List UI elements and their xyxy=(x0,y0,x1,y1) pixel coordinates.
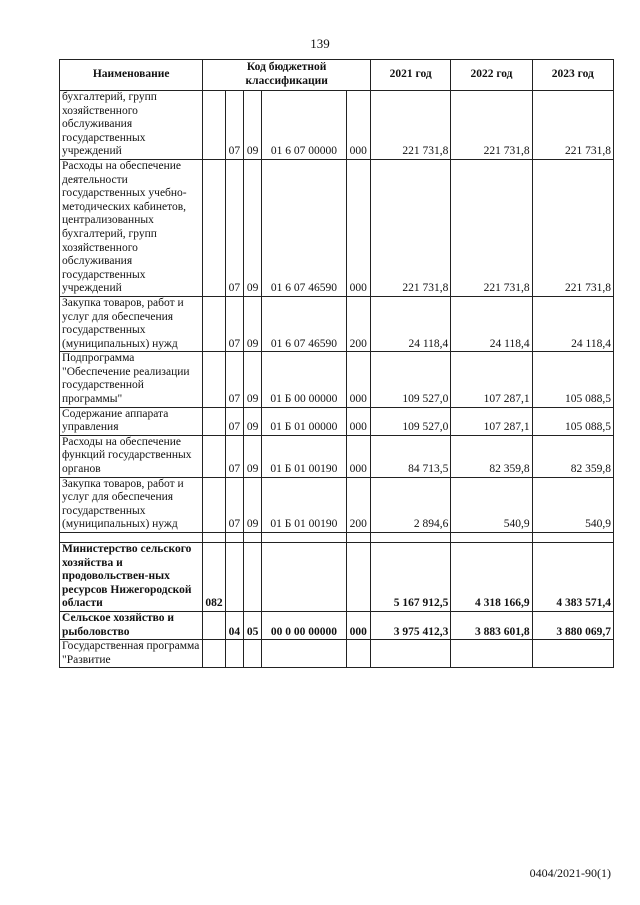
row-code-section xyxy=(225,640,243,668)
row-code-target: 00 0 00 00000 xyxy=(262,611,346,639)
row-code-target: 01 Б 01 00000 xyxy=(262,407,346,435)
table-row-section-total xyxy=(60,611,614,639)
row-code-subsection: 09 xyxy=(243,407,261,435)
row-value-2023: 3 880 069,7 xyxy=(532,611,613,639)
row-code-ministry xyxy=(203,91,225,160)
row-value-2022: 107 287,1 xyxy=(451,352,532,407)
row-value-2022: 107 287,1 xyxy=(451,407,532,435)
document-code-footer: 0404/2021-90(1) xyxy=(529,866,611,880)
row-name: Государственная программа "Развитие xyxy=(60,640,203,668)
header-code: Код бюджетной классификации xyxy=(203,60,371,91)
table-row xyxy=(60,159,614,296)
row-value-2023: 221 731,8 xyxy=(532,159,613,296)
row-code-ministry xyxy=(203,159,225,296)
row-code-ministry xyxy=(203,352,225,407)
row-code-target xyxy=(262,640,346,668)
row-code-expense-type: 000 xyxy=(346,352,370,407)
row-value-2022 xyxy=(451,640,532,668)
row-value-2022: 540,9 xyxy=(451,477,532,532)
row-code-expense-type xyxy=(346,543,370,612)
row-value-2021: 109 527,0 xyxy=(371,352,451,407)
row-value-2021: 221 731,8 xyxy=(371,159,451,296)
header-2021: 2021 год xyxy=(371,60,451,91)
row-code-section: 07 xyxy=(225,296,243,351)
row-code-subsection: 09 xyxy=(243,352,261,407)
row-code-expense-type: 000 xyxy=(346,407,370,435)
row-value-2023: 221 731,8 xyxy=(532,91,613,160)
row-code-ministry xyxy=(203,435,225,477)
row-code-expense-type: 000 xyxy=(346,435,370,477)
row-code-section: 07 xyxy=(225,159,243,296)
row-code-subsection: 09 xyxy=(243,159,261,296)
budget-table xyxy=(59,59,614,668)
row-code-section: 07 xyxy=(225,352,243,407)
row-code-ministry xyxy=(203,611,225,639)
row-code-ministry: 082 xyxy=(203,543,225,612)
row-code-expense-type xyxy=(346,640,370,668)
row-value-2021: 5 167 912,5 xyxy=(371,543,451,612)
row-value-2021: 109 527,0 xyxy=(371,407,451,435)
row-code-expense-type: 200 xyxy=(346,296,370,351)
row-code-target: 01 Б 01 00190 xyxy=(262,435,346,477)
row-value-2023: 540,9 xyxy=(532,477,613,532)
row-value-2023: 24 118,4 xyxy=(532,296,613,351)
table-row xyxy=(60,477,614,532)
row-code-subsection: 09 xyxy=(243,296,261,351)
row-code-ministry xyxy=(203,640,225,668)
row-code-subsection xyxy=(243,543,261,612)
row-code-target: 01 6 07 46590 xyxy=(262,296,346,351)
row-value-2021: 24 118,4 xyxy=(371,296,451,351)
row-value-2022: 24 118,4 xyxy=(451,296,532,351)
row-code-subsection: 05 xyxy=(243,611,261,639)
row-value-2022: 221 731,8 xyxy=(451,159,532,296)
header-name: Наименование xyxy=(60,60,203,91)
row-code-target: 01 Б 01 00190 xyxy=(262,477,346,532)
row-name: бухгалтерий, групп хозяйственного обслуживания государственных учреждений xyxy=(60,91,203,160)
row-name: Подпрограмма "Обеспечение реализации государственной программы" xyxy=(60,352,203,407)
row-code-expense-type: 200 xyxy=(346,477,370,532)
row-name: Сельское хозяйство и рыболовство xyxy=(60,611,203,639)
row-code-subsection xyxy=(243,640,261,668)
row-code-expense-type: 000 xyxy=(346,611,370,639)
row-code-ministry xyxy=(203,407,225,435)
row-name: Министерство сельского хозяйства и продовольствен-ных ресурсов Нижегородской области xyxy=(60,543,203,612)
table-row xyxy=(60,91,614,160)
row-value-2021: 221 731,8 xyxy=(371,91,451,160)
row-value-2023: 105 088,5 xyxy=(532,352,613,407)
header-2022: 2022 год xyxy=(451,60,532,91)
table-header-row xyxy=(60,60,614,91)
row-value-2021: 2 894,6 xyxy=(371,477,451,532)
row-value-2023: 105 088,5 xyxy=(532,407,613,435)
row-code-subsection: 09 xyxy=(243,91,261,160)
row-code-ministry xyxy=(203,477,225,532)
table-row-ministry-total xyxy=(60,543,614,612)
row-value-2023 xyxy=(532,640,613,668)
row-code-expense-type: 000 xyxy=(346,159,370,296)
row-name: Закупка товаров, работ и услуг для обеспечения государственных (муниципальных) нужд xyxy=(60,477,203,532)
table-spacer-row xyxy=(60,533,614,543)
page-number: 139 xyxy=(310,36,330,51)
row-value-2022: 3 883 601,8 xyxy=(451,611,532,639)
row-value-2022: 221 731,8 xyxy=(451,91,532,160)
row-code-subsection: 09 xyxy=(243,477,261,532)
row-code-target xyxy=(262,543,346,612)
row-name: Расходы на обеспечение функций государственных органов xyxy=(60,435,203,477)
row-value-2021: 84 713,5 xyxy=(371,435,451,477)
row-code-target: 01 6 07 46590 xyxy=(262,159,346,296)
row-code-section: 07 xyxy=(225,407,243,435)
row-code-target: 01 6 07 00000 xyxy=(262,91,346,160)
table-row xyxy=(60,435,614,477)
header-2023: 2023 год xyxy=(532,60,613,91)
row-name: Закупка товаров, работ и услуг для обеспечения государственных (муниципальных) нужд xyxy=(60,296,203,351)
table-row xyxy=(60,352,614,407)
row-value-2022: 4 318 166,9 xyxy=(451,543,532,612)
row-code-section: 07 xyxy=(225,477,243,532)
row-code-expense-type: 000 xyxy=(346,91,370,160)
row-name: Расходы на обеспечение деятельности государственных учебно-методических кабинетов, централизованных бухгалтерий, групп хозяйственного обслуживания государственных учреждений xyxy=(60,159,203,296)
row-value-2021 xyxy=(371,640,451,668)
row-value-2023: 82 359,8 xyxy=(532,435,613,477)
row-code-target: 01 Б 00 00000 xyxy=(262,352,346,407)
table-row xyxy=(60,640,614,668)
row-code-section: 07 xyxy=(225,91,243,160)
row-code-ministry xyxy=(203,296,225,351)
row-name: Содержание аппарата управления xyxy=(60,407,203,435)
row-code-section: 07 xyxy=(225,435,243,477)
table-row xyxy=(60,296,614,351)
row-value-2023: 4 383 571,4 xyxy=(532,543,613,612)
row-code-section: 04 xyxy=(225,611,243,639)
row-code-subsection: 09 xyxy=(243,435,261,477)
table-row xyxy=(60,407,614,435)
row-code-section xyxy=(225,543,243,612)
row-value-2022: 82 359,8 xyxy=(451,435,532,477)
row-value-2021: 3 975 412,3 xyxy=(371,611,451,639)
